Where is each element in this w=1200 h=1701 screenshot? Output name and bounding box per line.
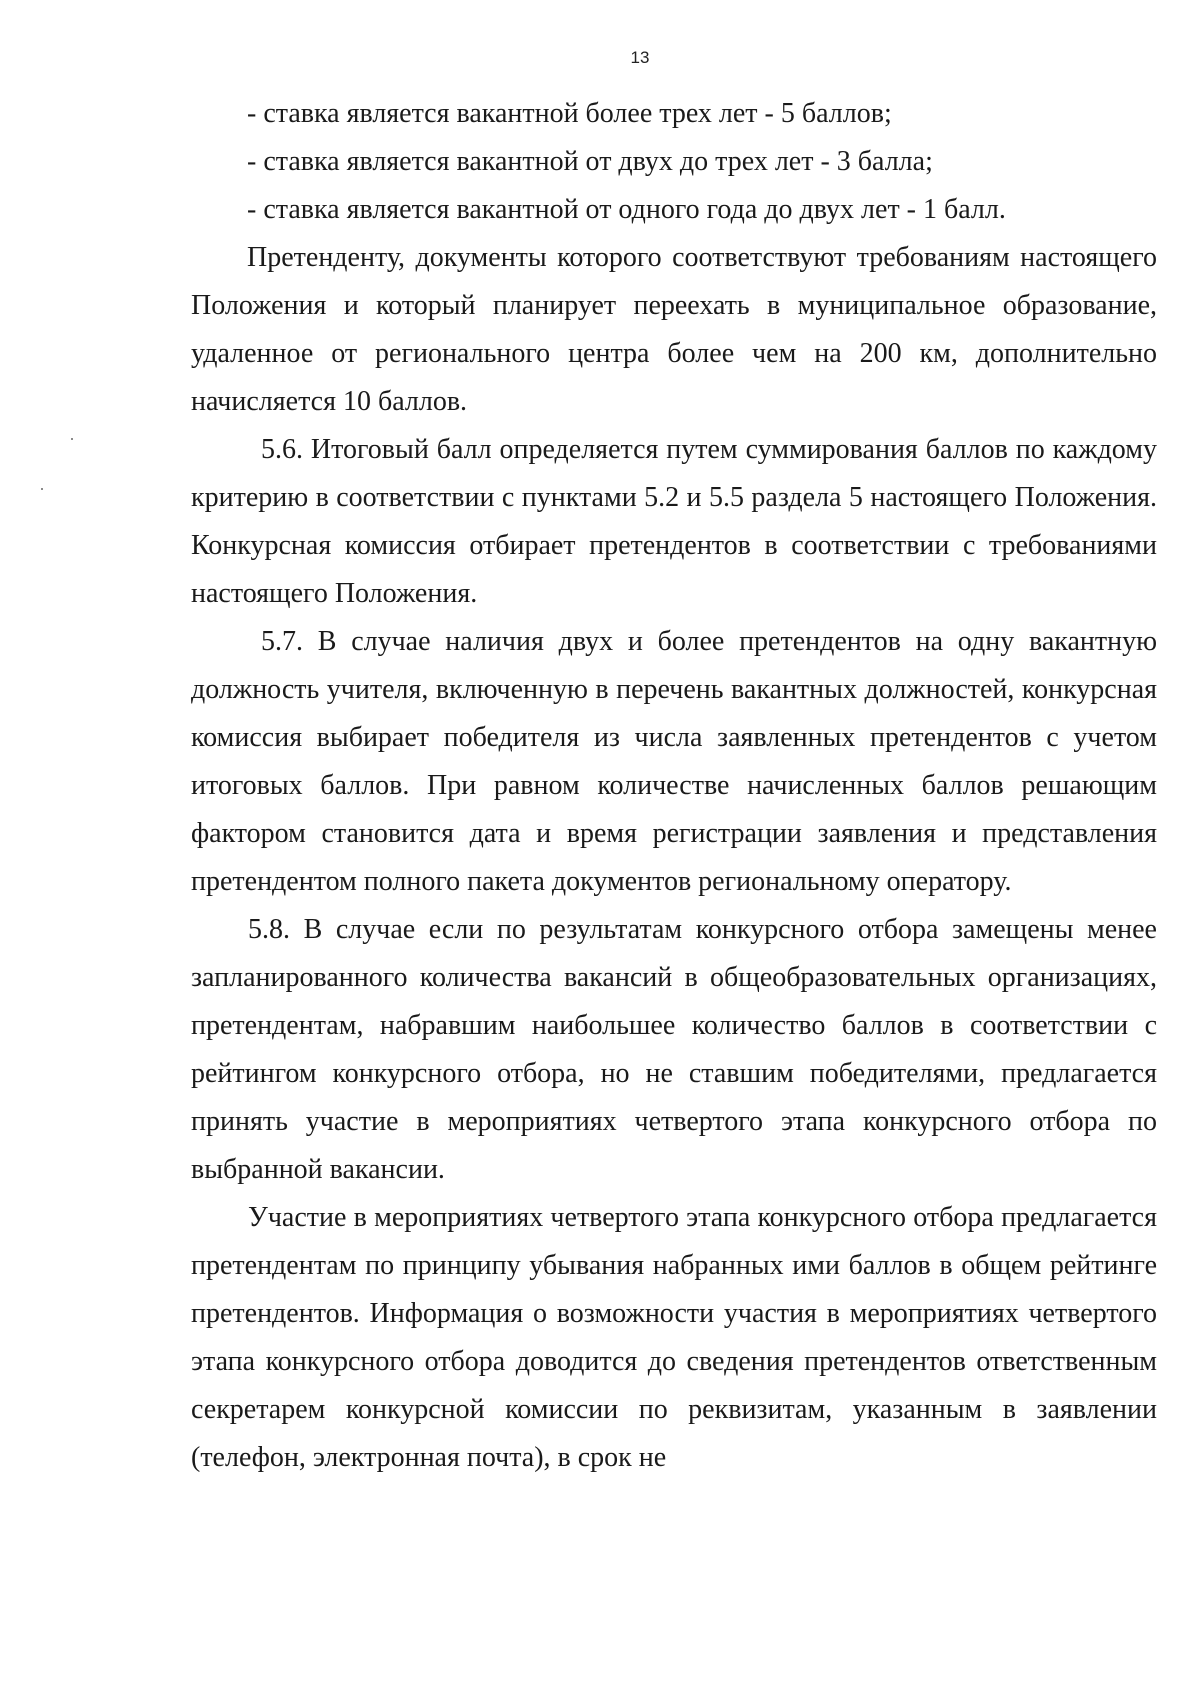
paragraph-5-8: 5.8. В случае если по результатам конкурсного отбора замещены менее запланированного количества вакансий в общеобразовательных организациях, претендентам, набравшим наибольшее количество баллов в соответствии с рейтингом конкурсного отбора, но не ставшим победителями, предлагается принять участие в мероприятиях четвертого этапа конкурсного отбора по выбранной вакансии. <box>191 914 1157 1185</box>
bullet-item: - ставка является вакантной более трех лет - 5 баллов; <box>247 98 892 129</box>
bullet-item: - ставка является вакантной от двух до трех лет - 3 балла; <box>247 146 933 177</box>
bullet-item: - ставка является вакантной от одного года до двух лет - 1 балл. <box>247 194 1006 225</box>
scan-speck <box>71 438 73 440</box>
paragraph-5-7: 5.7. В случае наличия двух и более претендентов на одну вакантную должность учителя, включенную в перечень вакантных должностей, конкурсная комиссия выбирает победителя из числа заявленных претендентов с учетом итоговых баллов. При равном количестве начисленных баллов решающим фактором становится дата и время регистрации заявления и представления претендентом полного пакета документов региональному оператору. <box>191 626 1157 897</box>
page-number: 13 <box>630 48 650 67</box>
document-body <box>191 90 1157 1482</box>
paragraph-5-6: 5.6. Итоговый балл определяется путем суммирования баллов по каждому критерию в соответствии с пунктами 5.2 и 5.5 раздела 5 настоящего Положения. Конкурсная комиссия отбирает претендентов в соответствии с требованиями настоящего Положения. <box>191 434 1157 609</box>
paragraph-additional-points: Претенденту, документы которого соответствуют требованиям настоящего Положения и который планирует переехать в муниципальное образование, удаленное от регионального центра более чем на 200 км, дополнительно начисляется 10 баллов. <box>191 242 1157 417</box>
paragraph-fourth-stage: Участие в мероприятиях четвертого этапа конкурсного отбора предлагается претендентам по принципу убывания набранных ими баллов в общем рейтинге претендентов. Информация о возможности участия в мероприятиях четвертого этапа конкурсного отбора доводится до сведения претендентов ответственным секретарем конкурсной комиссии по реквизитам, указанным в заявлении (телефон, электронная почта), в срок не <box>191 1202 1157 1473</box>
scan-speck <box>41 488 43 490</box>
